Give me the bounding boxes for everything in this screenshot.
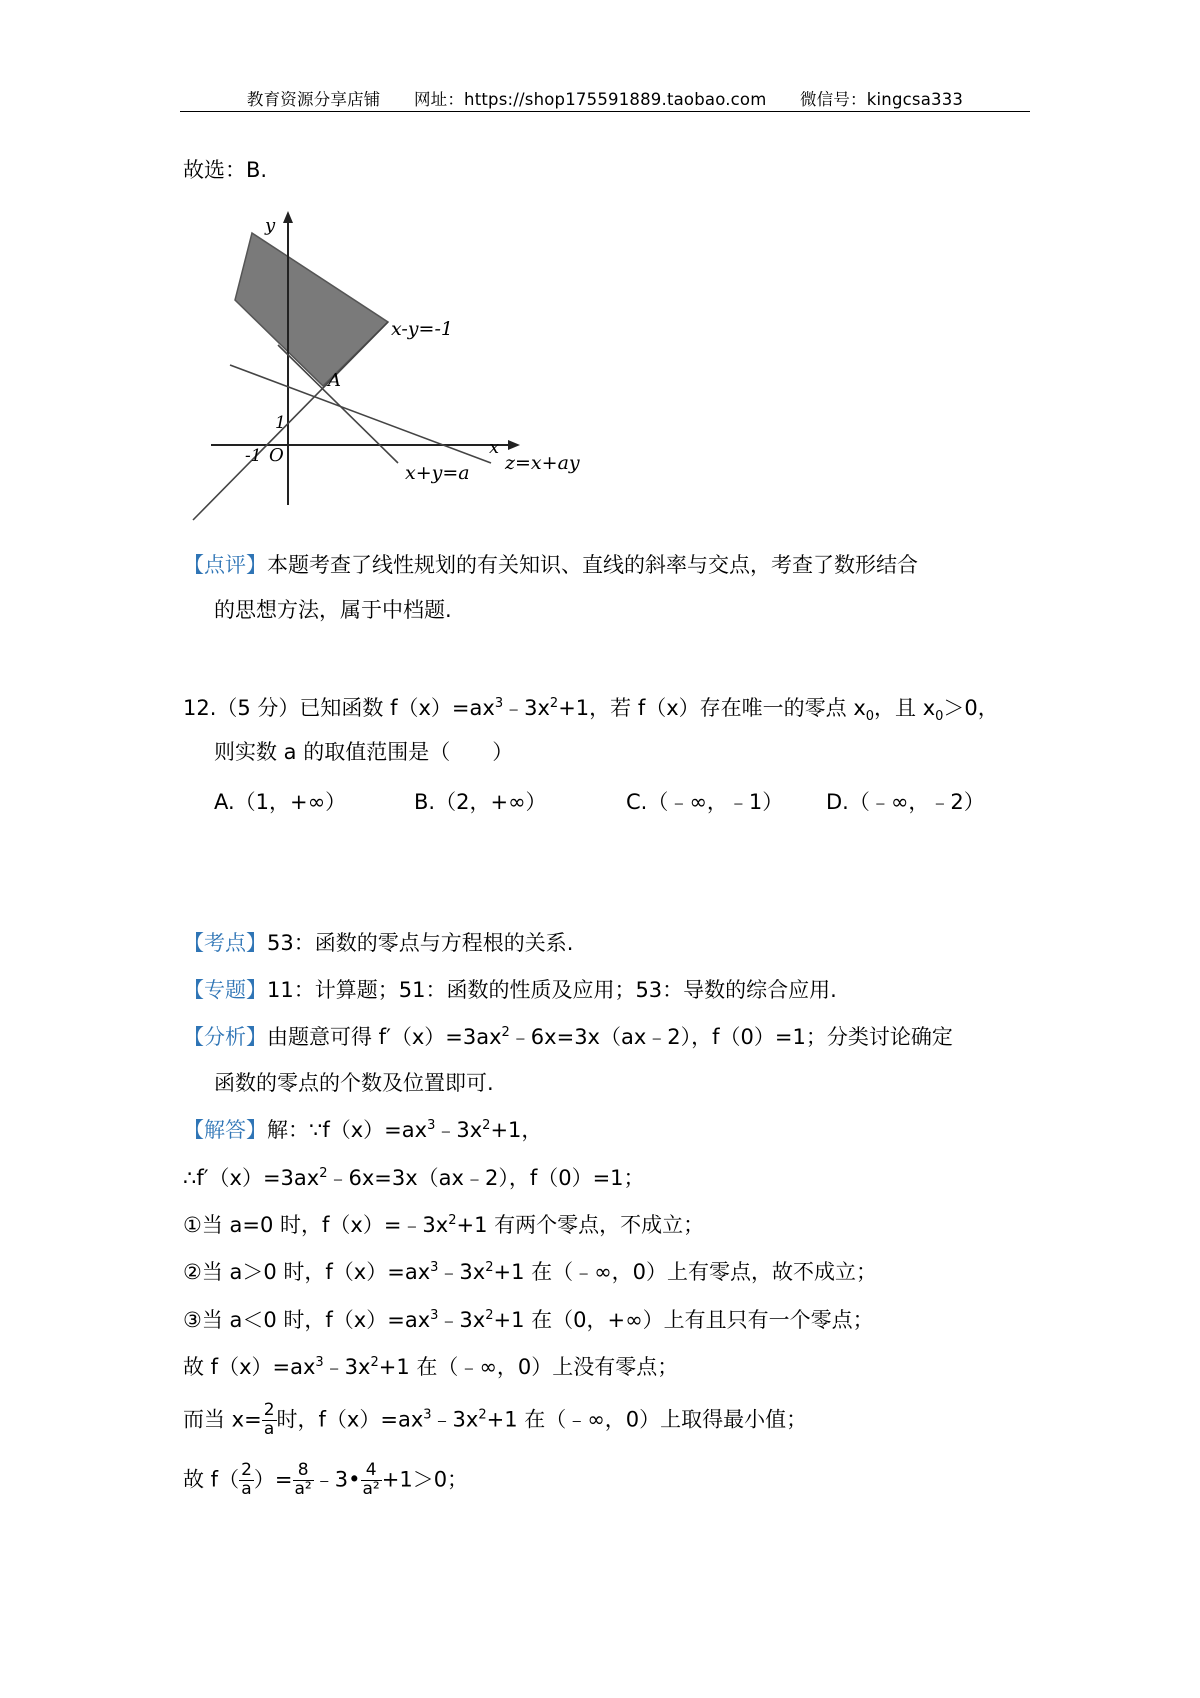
fraction	[293, 1462, 314, 1499]
fraction	[239, 1462, 254, 1499]
jieda-sup: 3	[423, 1407, 432, 1423]
comment-line-1	[183, 555, 918, 576]
jieda-line-6	[183, 1357, 678, 1378]
option-d: D.（﹣∞，﹣2）	[826, 790, 985, 814]
x-axis-label: x	[489, 437, 500, 458]
jieda-text: ﹣3•	[313, 1467, 361, 1492]
fenxi-line-1	[183, 1027, 953, 1048]
jieda-text: ③当 a＜0 时，f（x）=ax	[183, 1308, 431, 1332]
q12-text: 12.（5 分）已知函数 f（x）=ax	[183, 696, 495, 720]
jieda-text: +1，	[490, 1118, 543, 1142]
x-axis-arrow	[508, 440, 520, 450]
zhuanti-line	[183, 980, 837, 1001]
header-shop: 教育资源分享店铺	[246, 90, 381, 109]
q12-sup: 2	[549, 696, 559, 711]
jieda-sup: 3	[430, 1260, 439, 1275]
jieda-text: 时，f（x）=ax	[276, 1407, 424, 1432]
fenxi-text: 由题意可得 f′（x）=3ax	[267, 1025, 502, 1049]
jieda-text: ﹣3x	[438, 1308, 486, 1332]
fenxi-tag: 【分析】	[183, 1025, 267, 1049]
one-label: 1	[275, 413, 286, 433]
answer-line: 故选：B.	[183, 158, 268, 182]
jieda-text: +1 在（﹣∞，0）上有零点，故不成立；	[493, 1260, 877, 1284]
jieda-tag: 【解答】	[183, 1118, 267, 1142]
kaodian-line	[183, 933, 573, 954]
jieda-text: 而当 x=	[183, 1407, 262, 1432]
jieda-line-1	[183, 1120, 542, 1141]
fraction	[361, 1462, 382, 1499]
jieda-text: ）=	[253, 1467, 293, 1492]
origin-label: O	[269, 445, 284, 466]
y-axis-label: y	[265, 215, 276, 236]
jieda-line-7	[183, 1402, 807, 1439]
line1-label: x-y=-1	[391, 318, 453, 340]
fraction-numerator: 8	[297, 1460, 309, 1480]
option-b: B.（2，+∞）	[414, 790, 547, 814]
q12-sub: 0	[935, 709, 944, 725]
kaodian-tag: 【考点】	[183, 931, 267, 955]
zhuanti-text: 11：计算题；51：函数的性质及应用；53：导数的综合应用.	[267, 978, 837, 1002]
option-a: A.（1，+∞）	[214, 790, 347, 814]
fenxi-sup: 2	[501, 1025, 510, 1040]
jieda-text: ﹣3x	[431, 1407, 479, 1432]
jieda-text: ①当 a=0 时，f（x）=﹣3x	[183, 1213, 449, 1237]
header-wechat: 微信号：kingcsa333	[799, 90, 964, 109]
jieda-line-2	[183, 1168, 645, 1189]
fenxi-line-2: 函数的零点的个数及位置即可.	[214, 1071, 494, 1095]
comment-line-2: 的思想方法，属于中档题.	[214, 598, 452, 622]
jieda-text: ②当 a＞0 时，f（x）=ax	[183, 1260, 431, 1284]
q12-sub: 0	[865, 709, 875, 725]
jieda-text: +1 在（﹣∞，0）上取得最小值；	[486, 1407, 808, 1432]
option-c: C.（﹣∞，﹣1）	[626, 790, 784, 814]
jieda-sup: 2	[319, 1166, 328, 1181]
jieda-text: ﹣3x	[438, 1260, 486, 1284]
jieda-line-8	[183, 1462, 468, 1499]
jieda-sup: 2	[478, 1407, 487, 1423]
linear-programming-figure	[183, 205, 603, 525]
jieda-text: ∴f′（x）=3ax	[183, 1166, 320, 1190]
header-rule	[180, 111, 1030, 112]
fraction-denominator: a²	[362, 1478, 380, 1499]
q12-sup: 3	[494, 696, 504, 711]
zhuanti-tag: 【专题】	[183, 978, 267, 1002]
jieda-line-3	[183, 1215, 704, 1236]
jieda-sup: 3	[427, 1118, 436, 1133]
q12-line-2: 则实数 a 的取值范围是（ ）	[214, 740, 514, 764]
q12-text: +1，若 f（x）存在唯一的零点 x	[558, 696, 866, 720]
jieda-text: ﹣6x=3x（ax﹣2），f（0）=1；	[327, 1166, 645, 1190]
q12-line-1	[183, 696, 999, 725]
comment-text-1: 本题考查了线性规划的有关知识、直线的斜率与交点，考查了数形结合	[267, 553, 918, 577]
jieda-text: +1 有两个零点，不成立；	[456, 1213, 705, 1237]
jieda-text: +1 在（﹣∞，0）上没有零点；	[378, 1355, 679, 1379]
jieda-text: ﹣3x	[323, 1355, 371, 1379]
comment-tag: 【点评】	[183, 553, 267, 577]
fraction-numerator: 2	[263, 1400, 275, 1420]
header-url: 网址：https://shop175591889.taobao.com	[413, 90, 767, 109]
y-axis-arrow	[283, 211, 293, 223]
jieda-text: 故 f（	[183, 1467, 240, 1492]
jieda-sup: 2	[482, 1118, 491, 1133]
jieda-line-5	[183, 1310, 874, 1331]
jieda-sup: 2	[485, 1308, 494, 1323]
jieda-text: 故 f（x）=ax	[183, 1355, 316, 1379]
jieda-text: 解：∵f（x）=ax	[267, 1118, 428, 1142]
line2-label: x+y=a	[405, 462, 470, 484]
feasible-region	[235, 233, 388, 386]
q12-text: ＞0，	[943, 696, 999, 720]
fraction-numerator: 2	[241, 1460, 252, 1480]
q12-text: ﹣3x	[503, 696, 550, 720]
jieda-sup: 3	[430, 1308, 439, 1323]
q12-text: ，且 x	[874, 696, 936, 720]
point-a-label: A	[328, 370, 341, 391]
jieda-sup: 2	[448, 1213, 457, 1228]
jieda-text: ﹣3x	[435, 1118, 483, 1142]
fraction	[262, 1402, 277, 1439]
fraction-denominator: a²	[294, 1478, 312, 1499]
jieda-text: +1＞0；	[381, 1467, 469, 1492]
fraction-denominator: a	[239, 1480, 254, 1499]
jieda-sup: 2	[370, 1355, 379, 1370]
jieda-line-4	[183, 1262, 877, 1283]
fraction-denominator: a	[262, 1420, 277, 1439]
kaodian-text: 53：函数的零点与方程根的关系.	[267, 931, 574, 955]
neg-one-label: -1	[245, 446, 262, 466]
jieda-sup: 3	[315, 1355, 324, 1370]
jieda-sup: 2	[485, 1260, 494, 1275]
jieda-text: +1 在（0，+∞）上有且只有一个零点；	[493, 1308, 874, 1332]
fenxi-text: ﹣6x=3x（ax﹣2），f（0）=1；分类讨论确定	[509, 1025, 953, 1049]
fraction-numerator: 4	[365, 1460, 377, 1480]
line3-label: z=x+ay	[505, 452, 580, 474]
page-header	[180, 86, 1030, 110]
